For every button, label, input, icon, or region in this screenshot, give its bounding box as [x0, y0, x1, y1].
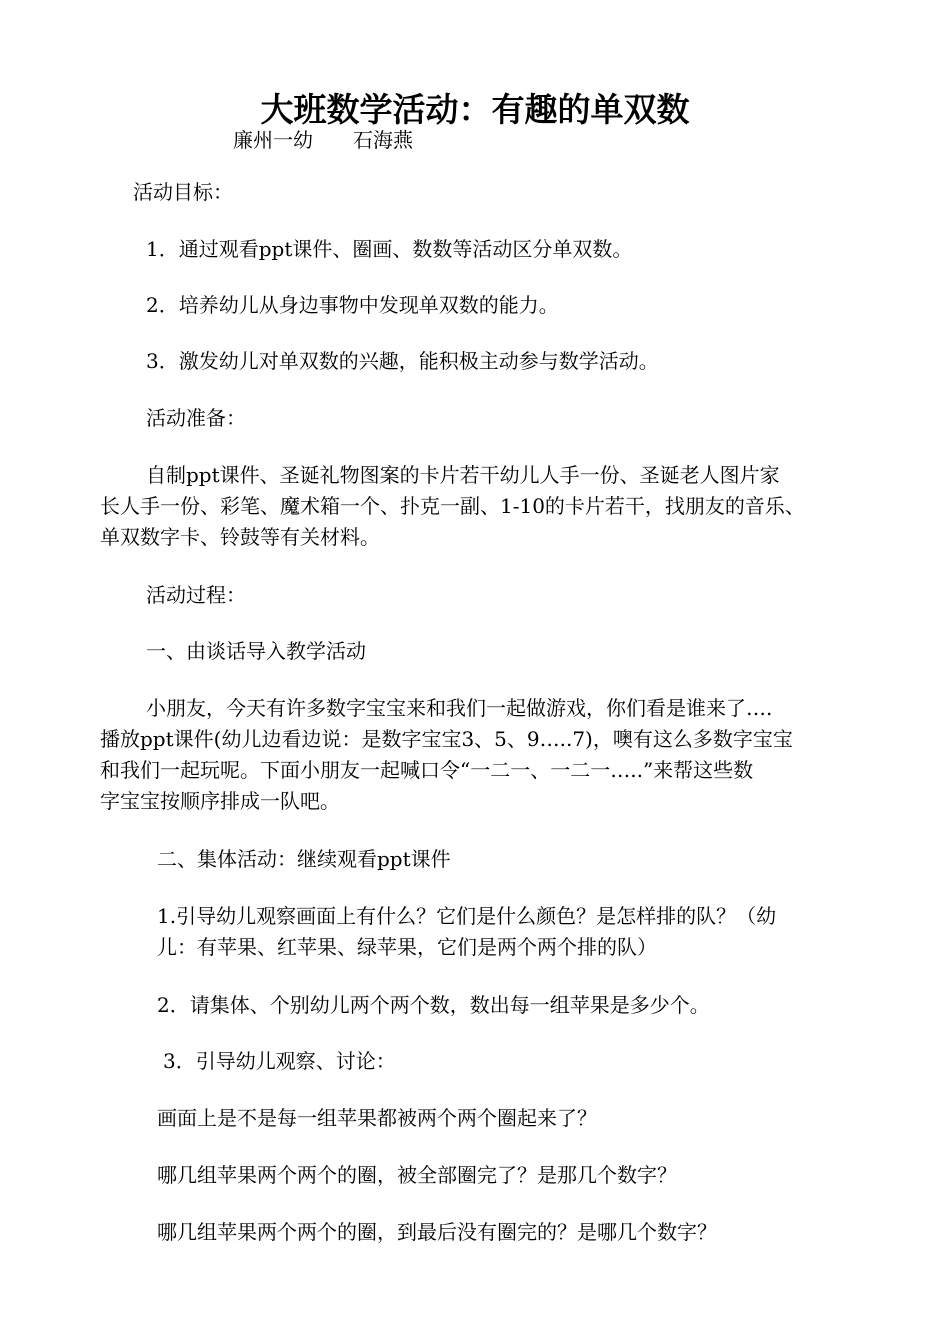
- section-1-line-1: 小朋友，今天有许多数字宝宝来和我们一起做游戏，你们看是谁来了….: [146, 696, 773, 720]
- question-3: 哪几组苹果两个两个的圈，到最后没有圈完的？是哪几个数字？: [157, 1220, 717, 1244]
- process-heading: 活动过程：: [146, 583, 246, 607]
- author-name: 石海燕: [353, 128, 413, 152]
- author-byline: [233, 126, 413, 154]
- section-2-heading: 二、集体活动：继续观看ppt课件: [157, 847, 451, 871]
- section-1-heading: 一、由谈话导入教学活动: [146, 639, 366, 663]
- preparation-line-1: 自制ppt课件、圣诞礼物图案的卡片若干幼儿人手一份、圣诞老人图片家: [146, 463, 780, 487]
- section-2-item-3: 3．引导幼儿观察、讨论：: [163, 1049, 396, 1073]
- goal-item-3: 3．激发幼儿对单双数的兴趣，能积极主动参与数学活动。: [146, 349, 659, 373]
- document-title: 大班数学活动：有趣的单双数: [260, 90, 690, 129]
- question-2: 哪几组苹果两个两个的圈，被全部圈完了？是那几个数字？: [157, 1163, 677, 1187]
- preparation-line-2: 长人手一份、彩笔、魔术箱一个、扑克一副、1-10的卡片若干，找朋友的音乐、: [100, 494, 805, 518]
- section-1-line-2: 播放ppt课件(幼儿边看边说：是数字宝宝3、5、9…..7)，噢有这么多数字宝宝: [100, 727, 793, 751]
- section-2-item-1-line-1: 1.引导幼儿观察画面上有什么？它们是什么颜色？是怎样排的队？（幼: [157, 904, 777, 928]
- question-1: 画面上是不是每一组苹果都被两个两个圈起来了？: [157, 1106, 597, 1130]
- author-school: 廉州一幼: [233, 128, 313, 152]
- section-1-line-4: 字宝宝按顺序排成一队吧。: [100, 789, 340, 813]
- goal-item-2: 2．培养幼儿从身边事物中发现单双数的能力。: [146, 293, 559, 317]
- section-1-line-3: 和我们一起玩呢。下面小朋友一起喊口令“一二一、一二一…..”来帮这些数: [100, 758, 754, 782]
- goal-item-1: 1．通过观看ppt课件、圈画、数数等活动区分单双数。: [146, 237, 633, 261]
- preparation-heading: 活动准备：: [146, 406, 246, 430]
- section-2-item-1-line-2: 儿：有苹果、红苹果、绿苹果，它们是两个两个排的队）: [157, 935, 657, 959]
- section-2-item-2: 2．请集体、个别幼儿两个两个数，数出每一组苹果是多少个。: [157, 993, 710, 1017]
- goals-heading: 活动目标：: [133, 180, 233, 204]
- preparation-line-3: 单双数字卡、铃鼓等有关材料。: [100, 525, 380, 549]
